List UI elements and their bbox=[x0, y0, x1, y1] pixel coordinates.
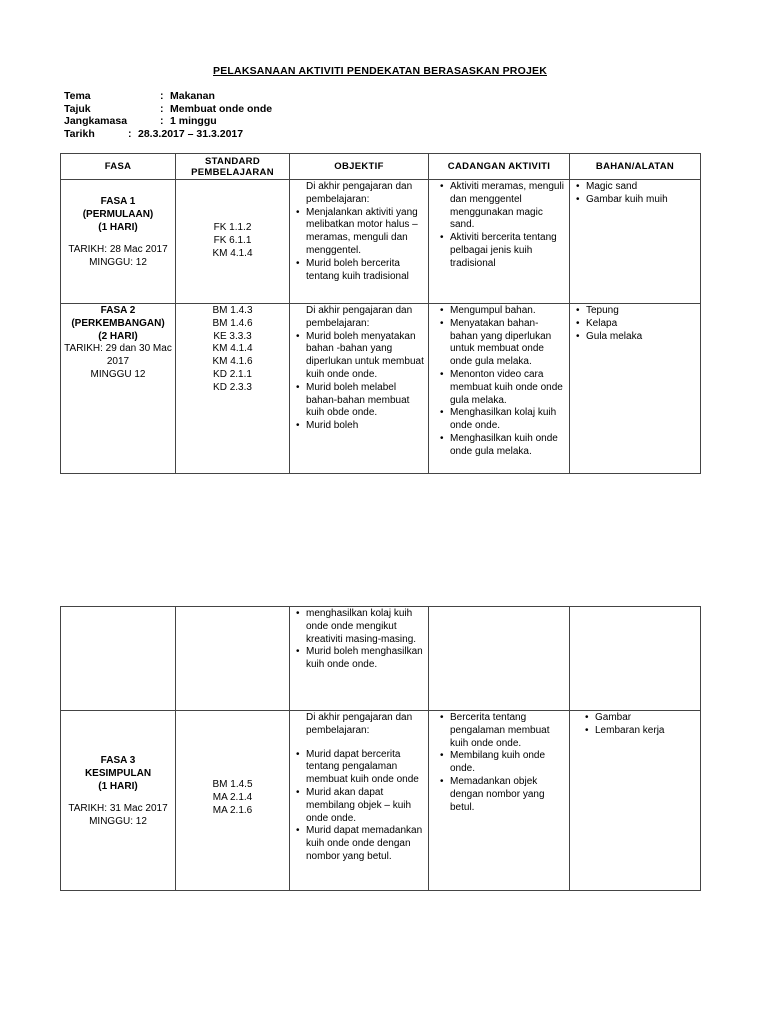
list-item: • Lembaran kerja bbox=[595, 725, 697, 738]
table-row-fasa-2 bbox=[61, 304, 701, 474]
aktiviti-cell bbox=[429, 304, 570, 474]
list-item: • Murid boleh melabel bahan-bahan membuat kuih obde onde. bbox=[306, 382, 425, 420]
fasa-cell bbox=[61, 304, 176, 474]
list-item: • Murid boleh bbox=[306, 420, 425, 433]
list-item: • Magic sand bbox=[586, 181, 697, 194]
standard-code: MA 2.1.6 bbox=[212, 804, 253, 816]
objektif-list bbox=[293, 207, 425, 284]
header-objektif: OBJEKTIF bbox=[290, 154, 429, 180]
standard-code: KE 3.3.3 bbox=[213, 330, 252, 342]
list-item: • Aktiviti meramas, menguli dan menggentel menggunakan magic sand. bbox=[450, 181, 566, 232]
fasa-phase: (PERKEMBANGAN) bbox=[71, 317, 165, 329]
table-row-continued bbox=[61, 607, 701, 711]
fasa-title: FASA 2 bbox=[100, 305, 136, 316]
aktiviti-list bbox=[432, 305, 566, 459]
aktiviti-cell-empty bbox=[429, 607, 570, 711]
standard-code: KD 2.3.3 bbox=[213, 381, 252, 393]
meta-key: Tema bbox=[64, 90, 91, 102]
activity-table-part-2 bbox=[60, 606, 701, 891]
standard-code: BM 1.4.3 bbox=[212, 305, 253, 316]
fasa-cell bbox=[61, 711, 176, 891]
meta-key: Tajuk bbox=[64, 102, 91, 115]
fasa-week: MINGGU: 12 bbox=[89, 816, 147, 828]
fasa-week: MINGGU: 12 bbox=[89, 257, 147, 269]
meta-colon: : bbox=[128, 127, 132, 140]
aktiviti-list bbox=[432, 181, 566, 271]
table-row-fasa-1 bbox=[61, 180, 701, 304]
fasa-duration: (2 HARI) bbox=[98, 330, 138, 342]
objektif-lead: Di akhir pengajaran dan pembelajaran: bbox=[306, 305, 413, 329]
standard-cell bbox=[176, 304, 290, 474]
objektif-cell bbox=[290, 607, 429, 711]
aktiviti-cell bbox=[429, 711, 570, 891]
objektif-cell bbox=[290, 304, 429, 474]
list-item: • Menghasilkan kolaj kuih onde onde. bbox=[450, 407, 566, 433]
standard-code: MA 2.1.4 bbox=[212, 791, 253, 803]
standard-code: BM 1.4.5 bbox=[212, 779, 253, 790]
meta-key: Jangkamasa bbox=[64, 115, 128, 127]
list-item: • Murid akan dapat membilang objek – kuih onde onde. bbox=[306, 787, 425, 825]
standard-code: KM 4.1.4 bbox=[212, 343, 253, 355]
bahan-list bbox=[573, 181, 697, 207]
meta-value-tajuk: Membuat onde onde bbox=[170, 102, 273, 115]
standard-code: KD 2.1.1 bbox=[213, 368, 252, 380]
list-item: • Kelapa bbox=[586, 318, 697, 331]
fasa-duration: (1 HARI) bbox=[98, 780, 138, 792]
meta-value-tema: Makanan bbox=[170, 90, 215, 102]
list-item: • Menghasilkan kuih onde onde gula melaka. bbox=[450, 433, 566, 459]
meta-key: Tarikh bbox=[64, 127, 95, 140]
aktiviti-list bbox=[432, 712, 566, 814]
document-title: PELAKSANAAN AKTIVITI PENDEKATAN BERASASKAN PROJEK bbox=[213, 65, 547, 77]
list-item: • Menyatakan bahan-bahan yang diperlukan untuk membuat onde onde gula melaka. bbox=[450, 318, 566, 369]
list-item: • Murid boleh menyatakan bahan -bahan yang diperlukan untuk membuat kuih onde onde. bbox=[306, 331, 425, 382]
table-header-row bbox=[61, 154, 701, 180]
header-fasa: FASA bbox=[61, 154, 176, 180]
list-item: • Gula melaka bbox=[586, 331, 697, 344]
list-item: • Menonton video cara membuat kuih onde onde gula melaka. bbox=[450, 369, 566, 407]
aktiviti-cell bbox=[429, 180, 570, 304]
objektif-list bbox=[293, 749, 425, 864]
meta-colon: : bbox=[160, 102, 164, 115]
meta-value-tarikh: 28.3.2017 – 31.3.2017 bbox=[138, 127, 244, 140]
list-item: • Mengumpul bahan. bbox=[450, 305, 566, 318]
list-item: • Bercerita tentang pengalaman membuat kuih onde onde. bbox=[450, 712, 566, 750]
bahan-cell-empty bbox=[570, 607, 701, 711]
bahan-list bbox=[573, 712, 697, 738]
objektif-lead: Di akhir pengajaran dan pembelajaran: bbox=[306, 712, 413, 736]
list-item: • Memadankan objek dengan nombor yang betul. bbox=[450, 776, 566, 814]
standard-cell bbox=[176, 180, 290, 304]
list-item: • Tepung bbox=[586, 305, 697, 318]
fasa-phase: KESIMPULAN bbox=[84, 767, 152, 779]
standard-cell-empty bbox=[176, 607, 290, 711]
list-item: • Murid boleh bercerita tentang kuih tradisional bbox=[306, 258, 425, 284]
bahan-list bbox=[573, 305, 697, 343]
fasa-cell bbox=[61, 180, 176, 304]
objektif-list bbox=[293, 331, 425, 433]
standard-cell bbox=[176, 711, 290, 891]
meta-colon: : bbox=[160, 90, 164, 102]
standard-code: FK 6.1.1 bbox=[213, 234, 252, 246]
objektif-cell bbox=[290, 180, 429, 304]
list-item: • Menjalankan aktiviti yang melibatkan motor halus – meramas, menguli dan menggentel. bbox=[306, 207, 425, 258]
header-aktiviti: CADANGAN AKTIVITI bbox=[429, 154, 570, 180]
bahan-cell bbox=[570, 304, 701, 474]
fasa-title: FASA 3 bbox=[100, 755, 136, 766]
list-item: • Gambar kuih muih bbox=[586, 194, 697, 207]
fasa-title: FASA 1 bbox=[100, 196, 136, 207]
activity-table-part-1 bbox=[60, 153, 701, 474]
meta-colon: : bbox=[160, 115, 164, 127]
fasa-duration: (1 HARI) bbox=[98, 221, 138, 233]
objektif-list bbox=[293, 608, 425, 672]
list-item: • Murid boleh menghasilkan kuih onde onde. bbox=[306, 646, 425, 672]
fasa-phase: (PERMULAAN) bbox=[82, 208, 154, 220]
fasa-date: TARIKH: 29 dan 30 Mac 2017 bbox=[64, 343, 172, 368]
fasa-date: TARIKH: 28 Mac 2017 bbox=[68, 244, 168, 256]
standard-code: FK 1.1.2 bbox=[213, 222, 252, 233]
list-item: • Gambar bbox=[595, 712, 697, 725]
list-item: • Membilang kuih onde onde. bbox=[450, 750, 566, 776]
list-item: • Murid dapat memadankan kuih onde onde dengan nombor yang betul. bbox=[306, 825, 425, 863]
fasa-cell-empty bbox=[61, 607, 176, 711]
list-item-continued bbox=[306, 608, 425, 646]
list-item: • Aktiviti bercerita tentang pelbagai jenis kuih tradisional bbox=[450, 232, 566, 270]
header-bahan: BAHAN/ALATAN bbox=[570, 154, 701, 180]
standard-code: KM 4.1.4 bbox=[212, 247, 253, 259]
bahan-cell bbox=[570, 180, 701, 304]
bahan-cell bbox=[570, 711, 701, 891]
objektif-cell bbox=[290, 711, 429, 891]
table-row-fasa-3 bbox=[61, 711, 701, 891]
objektif-continued-text: menghasilkan kolaj kuih onde onde mengikut kreativiti masing-masing. bbox=[306, 608, 417, 645]
standard-code: KM 4.1.6 bbox=[212, 356, 253, 368]
header-standard: STANDARD PEMBELAJARAN bbox=[176, 154, 290, 180]
fasa-week: MINGGU 12 bbox=[90, 368, 146, 380]
fasa-date: TARIKH: 31 Mac 2017 bbox=[68, 803, 168, 815]
meta-value-jangkamasa: 1 minggu bbox=[170, 115, 217, 127]
standard-code: BM 1.4.6 bbox=[212, 317, 253, 329]
objektif-lead: Di akhir pengajaran dan pembelajaran: bbox=[306, 181, 413, 205]
list-item: • Murid dapat bercerita tentang pengalaman membuat kuih onde onde bbox=[306, 749, 425, 787]
